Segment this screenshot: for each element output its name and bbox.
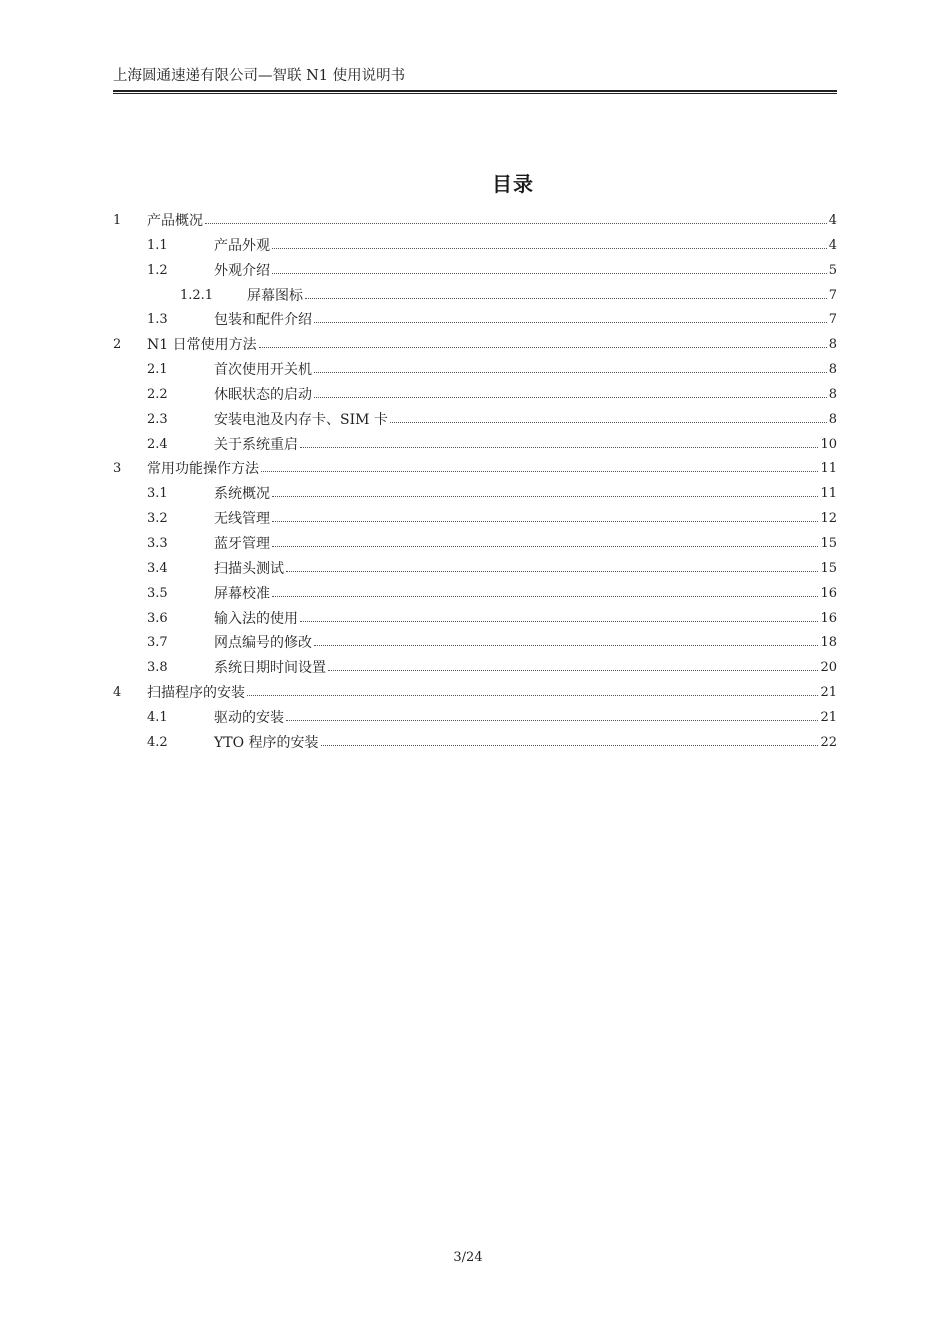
toc-entry-line (214, 731, 837, 756)
toc-entry[interactable] (113, 209, 837, 234)
toc-entry[interactable] (113, 507, 837, 532)
toc-dot-leader (272, 507, 818, 522)
toc-entry[interactable] (113, 656, 837, 681)
toc-dot-leader (328, 656, 818, 671)
toc-entry-number: 3.2 (147, 511, 168, 527)
toc-entry-line (214, 383, 837, 408)
toc-dot-leader (321, 731, 819, 746)
toc-entry[interactable] (113, 358, 837, 383)
toc-entry-label: 常用功能操作方法 (147, 457, 259, 482)
toc-entry-line (214, 358, 837, 383)
toc-entry-number: 3.1 (147, 486, 168, 502)
toc-entry-line (214, 234, 837, 259)
toc-entry-label: 网点编号的修改 (214, 631, 312, 656)
toc-entry-number: 3 (113, 461, 122, 477)
toc-entry-page: 18 (820, 635, 837, 651)
toc-entry-line (214, 482, 837, 507)
toc-entry-line (214, 433, 837, 458)
toc-entry[interactable] (113, 731, 837, 756)
document-header-title: 上海圆通速递有限公司—智联 N1 使用说明书 (113, 68, 406, 84)
toc-entry-label: 扫描头测试 (214, 557, 284, 582)
toc-entry-label: 安装电池及内存卡、SIM 卡 (214, 408, 388, 433)
toc-entry-line (147, 333, 837, 358)
toc-entry-label: 驱动的安装 (214, 706, 284, 731)
toc-entry-page: 10 (820, 436, 837, 452)
toc-entry[interactable] (113, 681, 837, 706)
toc-entry-page: 20 (820, 660, 837, 676)
toc-dot-leader (314, 383, 827, 398)
toc-entry-label: 关于系统重启 (214, 433, 298, 458)
toc-entry-line (214, 507, 837, 532)
toc-dot-leader (314, 631, 818, 646)
toc-entry-line (214, 706, 837, 731)
toc-entry-line (214, 408, 837, 433)
toc-entry-line (214, 259, 837, 284)
toc-entry-label: 产品外观 (214, 234, 270, 259)
toc-entry-line (214, 532, 837, 557)
toc-entry[interactable] (113, 284, 837, 309)
toc-entry-label: 输入法的使用 (214, 607, 298, 632)
toc-entry-page: 15 (820, 535, 837, 551)
toc-dot-leader (205, 209, 827, 224)
toc-entry[interactable] (113, 259, 837, 284)
toc-dot-leader (314, 308, 827, 323)
toc-entry[interactable] (113, 706, 837, 731)
toc-entry[interactable] (113, 308, 837, 333)
toc-entry-page: 16 (820, 610, 837, 626)
toc-entry-line (147, 681, 837, 706)
toc-entry-number: 1.2.1 (180, 287, 214, 303)
toc-dot-leader (272, 532, 818, 547)
toc-entry-line (214, 308, 837, 333)
toc-dot-leader (259, 333, 827, 348)
toc-entry[interactable] (113, 532, 837, 557)
toc-entry-number: 1.3 (147, 312, 168, 328)
toc-entry-number: 2.3 (147, 411, 168, 427)
toc-entry-label: N1 日常使用方法 (147, 333, 257, 358)
toc-entry[interactable] (113, 482, 837, 507)
toc-entry-label: 屏幕校准 (214, 582, 270, 607)
toc-entry-page: 21 (820, 709, 837, 725)
toc-dot-leader (247, 681, 818, 696)
toc-dot-leader (286, 557, 818, 572)
toc-entry-number: 3.4 (147, 560, 168, 576)
toc-entry[interactable] (113, 433, 837, 458)
toc-entry-page: 22 (820, 734, 837, 750)
toc-entry-label: 首次使用开关机 (214, 358, 312, 383)
table-of-contents (113, 209, 837, 756)
toc-entry-page: 11 (820, 461, 837, 477)
toc-entry-label: YTO 程序的安装 (214, 731, 319, 756)
toc-entry-number: 4 (113, 685, 122, 701)
toc-entry-page: 8 (828, 337, 837, 353)
toc-dot-leader (272, 259, 827, 274)
toc-entry-number: 4.2 (147, 734, 168, 750)
toc-entry-page: 7 (828, 287, 837, 303)
toc-entry-label: 产品概况 (147, 209, 203, 234)
toc-entry-number: 3.5 (147, 585, 168, 601)
toc-dot-leader (272, 482, 818, 497)
toc-dot-leader (261, 457, 818, 472)
toc-entry-number: 1.2 (147, 262, 168, 278)
toc-entry[interactable] (113, 234, 837, 259)
toc-dot-leader (272, 582, 818, 597)
toc-dot-leader (300, 607, 818, 622)
toc-entry-label: 无线管理 (214, 507, 270, 532)
toc-entry-number: 3.3 (147, 535, 168, 551)
page-number: 3/24 (453, 1250, 483, 1265)
toc-entry-label: 包装和配件介绍 (214, 308, 312, 333)
toc-entry[interactable] (113, 557, 837, 582)
toc-entry-page: 15 (820, 560, 837, 576)
toc-entry-label: 扫描程序的安装 (147, 681, 245, 706)
toc-entry-label: 系统概况 (214, 482, 270, 507)
toc-dot-leader (272, 234, 827, 249)
toc-entry-number: 2.4 (147, 436, 168, 452)
toc-entry-number: 1 (113, 213, 122, 228)
toc-title: 目录 (492, 172, 534, 196)
toc-dot-leader (390, 408, 827, 423)
toc-entry-label: 外观介绍 (214, 259, 270, 284)
toc-entry-line (147, 209, 837, 234)
toc-entry-number: 3.8 (147, 660, 168, 676)
toc-entry-label: 蓝牙管理 (214, 532, 270, 557)
toc-entry-page: 5 (828, 262, 837, 278)
toc-entry-number: 2.1 (147, 362, 168, 378)
toc-entry-number: 2.2 (147, 386, 168, 402)
toc-entry-line (214, 582, 837, 607)
toc-entry-label: 系统日期时间设置 (214, 656, 326, 681)
toc-dot-leader (300, 433, 818, 448)
toc-entry-number: 3.7 (147, 635, 168, 651)
toc-entry-number: 3.6 (147, 610, 168, 626)
toc-entry-number: 1.1 (147, 237, 168, 253)
toc-entry[interactable] (113, 383, 837, 408)
toc-entry-line (214, 557, 837, 582)
toc-entry-page: 11 (820, 486, 837, 502)
toc-entry-number: 4.1 (147, 709, 168, 725)
toc-dot-leader (305, 284, 827, 299)
toc-entry-line (147, 457, 837, 482)
toc-entry-page: 4 (828, 213, 837, 228)
toc-entry-page: 7 (828, 312, 837, 328)
toc-entry[interactable] (113, 333, 837, 358)
toc-entry-page: 16 (820, 585, 837, 601)
toc-entry-line (214, 631, 837, 656)
header-rule (113, 90, 837, 94)
toc-entry-page: 12 (820, 511, 837, 527)
toc-entry[interactable] (113, 631, 837, 656)
toc-entry-page: 8 (828, 411, 837, 427)
toc-entry-page: 8 (828, 362, 837, 378)
toc-entry-line (214, 607, 837, 632)
toc-entry[interactable] (113, 607, 837, 632)
toc-dot-leader (286, 706, 818, 721)
toc-entry[interactable] (113, 408, 837, 433)
toc-entry-label: 休眠状态的启动 (214, 383, 312, 408)
toc-entry[interactable] (113, 457, 837, 482)
toc-entry-line (214, 656, 837, 681)
toc-entry-page: 21 (820, 685, 837, 701)
toc-dot-leader (314, 358, 827, 373)
toc-entry-line (247, 284, 837, 309)
toc-entry-page: 8 (828, 386, 837, 402)
toc-entry-number: 2 (113, 337, 122, 353)
toc-entry[interactable] (113, 582, 837, 607)
toc-entry-label: 屏幕图标 (247, 284, 303, 309)
toc-entry-page: 4 (828, 237, 837, 253)
